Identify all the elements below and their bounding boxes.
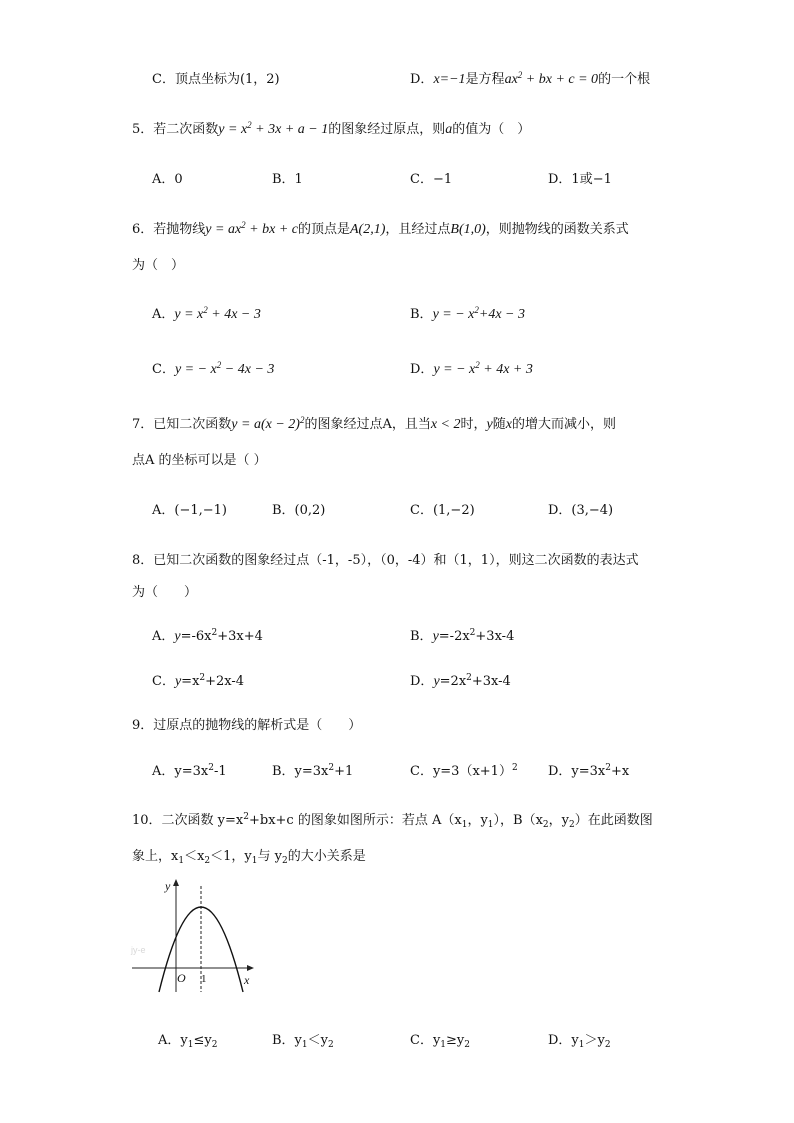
question-10-line-2: 象上，$x_1<x_2<1$，$y_1$与 $y_2$的大小关系是 — [132, 849, 366, 866]
q7-option-b: B．(0,2) — [272, 503, 326, 518]
q7-option-a: A．(−1,−1) — [152, 503, 227, 518]
q8-option-a: A．$y=-6x^2+3x+4$ — [152, 628, 263, 644]
q10-option-c: C．$y_1\ge y_2$ — [410, 1033, 471, 1050]
parabola-graph — [128, 874, 258, 994]
q6-option-c: C．y = − $x^2 - 4x - 3$ — [152, 360, 275, 377]
q9-option-a: A．$y=3x^2-1$ — [152, 763, 227, 779]
q5-option-d: D．1或−1 — [548, 172, 612, 187]
q10-option-a: A．$y_1\le y_2$ — [158, 1033, 218, 1050]
question-8-line-2: 为（ ） — [132, 585, 198, 600]
q10-option-b: B．$y_1<y_2$ — [272, 1033, 334, 1050]
q4-option-c: C．顶点坐标为(1，2) — [152, 72, 280, 87]
question-9: 9．过原点的抛物线的解析式是（ ） — [132, 718, 362, 733]
question-5: 5．若二次函数$y = x^2 + 3x + a - 1$的图象经过原点，则a的值为（ ） — [132, 120, 531, 137]
origin-label: O — [177, 971, 186, 985]
q9-option-d: D．$y=3x^2+x$ — [548, 763, 630, 779]
question-6-line-2: 为（ ） — [132, 258, 185, 273]
question-8: 8．已知二次函数的图象经过点（-1，-5），（0，-4）和（1，1），则这二次函数的表达式 — [132, 553, 639, 568]
q5-option-a: A．0 — [152, 172, 183, 187]
q10-option-d: D．$y_1>y_2$ — [548, 1033, 611, 1050]
x-axis-label: x — [244, 973, 250, 987]
tick-label-1: 1 — [201, 973, 207, 985]
q9-option-b: B．$y=3x^2+1$ — [272, 763, 354, 779]
y-axis-label: y — [165, 879, 171, 893]
q6-option-d: D．y = − $x^2 + 4x + 3$ — [410, 360, 533, 377]
q8-option-b: B．$y=-2x^2+3x-4$ — [410, 628, 515, 644]
graph-watermark: jy-e — [131, 945, 146, 955]
q7-option-d: D．(3,−4) — [548, 503, 614, 518]
q9-option-c: C．$y=3(x+1)^2$ — [410, 763, 518, 779]
q8-option-c: C．$y=x^2+2x-4$ — [152, 673, 245, 689]
x-axis-arrow-icon — [247, 965, 254, 971]
q5-option-b: B．1 — [272, 172, 303, 187]
y-axis-arrow-icon — [173, 879, 179, 886]
question-7: 7．已知二次函数$y = a(x - 2)^2$的图象经过点A，且当x < 2时，y随x的增大而减小，则 — [132, 415, 616, 432]
q8-option-d: D．$y=2x^2+3x-4$ — [410, 673, 511, 689]
q6-option-a: A．$y = x^2 + 4x - 3$ — [152, 305, 261, 322]
question-6: 6．若抛物线$y = ax^2$ + bx + c的顶点是A(2,1)，且经过点B(1,0)，则抛物线的函数关系式 — [132, 220, 629, 237]
q5-option-c: C．−1 — [410, 172, 453, 187]
q6-option-b: B．y = − $x^2+4x - 3$ — [410, 305, 525, 322]
q7-option-c: C．(1,−2) — [410, 503, 475, 518]
question-7-line-2: 点A 的坐标可以是（ ） — [132, 453, 267, 468]
question-10: 10．二次函数 $y=x^2+bx+c$ 的图象如图所示：若点 $A(x_1$，$y_1$），$B(x_2$，$y_2$）在此函数图 — [132, 812, 653, 830]
q4-option-d: D．x=−1是方程$ax^2$ + bx + c = 0的一个根 — [410, 70, 651, 87]
